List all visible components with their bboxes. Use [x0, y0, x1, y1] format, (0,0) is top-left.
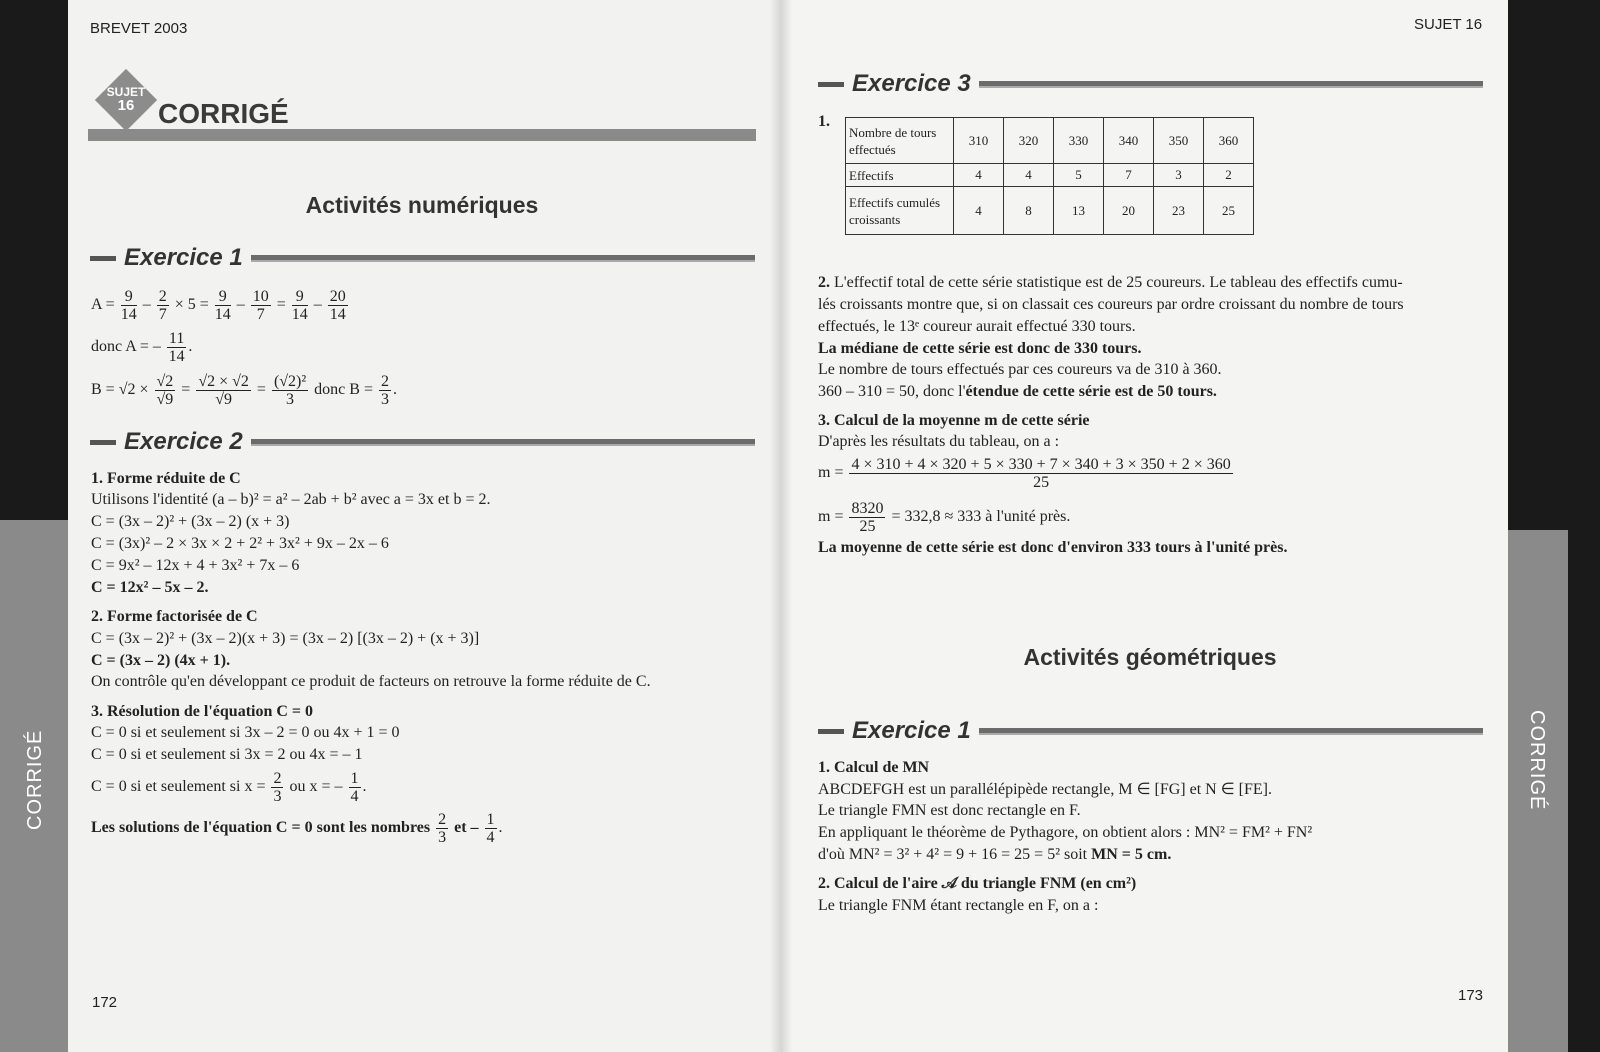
text-run: En appliquant le théorème de Pythagore, on obtient alors : MN² = FM² + FN²: [818, 824, 1313, 841]
fraction: [167, 330, 186, 365]
row-label: Nombre de tours effectués: [846, 118, 954, 164]
exercise-heading: Exercice 2: [90, 428, 755, 456]
text-run: .: [392, 381, 397, 399]
bold-run: et –: [450, 819, 483, 837]
numerator: 8320: [851, 500, 884, 517]
bold-run: 3. Résolution de l'équation C = 0: [91, 703, 314, 720]
text-line: [818, 780, 1272, 800]
text-line: [91, 811, 503, 846]
denominator: 25: [859, 518, 876, 535]
text-run: =: [272, 296, 290, 314]
bold-run: C = (3x – 2) (4x + 1).: [91, 652, 231, 669]
text-line: [91, 702, 313, 722]
text-run: =: [252, 381, 270, 399]
denominator: 7: [256, 306, 265, 323]
denominator: 14: [120, 306, 137, 323]
fraction: [485, 811, 497, 846]
bold-run: La médiane de cette série est donc de 330 tours.: [818, 340, 1142, 357]
text-run: –: [309, 296, 326, 314]
bold-run: MN = 5 cm.: [1091, 846, 1172, 863]
table-row: [846, 164, 1254, 187]
text-line: [91, 469, 241, 489]
fraction: [849, 500, 885, 535]
bold-run: Les solutions de l'équation C = 0 sont les nombres: [91, 819, 435, 837]
numerator: 11: [168, 330, 185, 347]
text-run: donc A = –: [91, 338, 165, 356]
title-bar: [88, 129, 756, 141]
table-cell: 4: [954, 187, 1004, 235]
bold-run: étendue de cette série est de 50 tours.: [965, 383, 1217, 400]
table-cell: 360: [1204, 118, 1254, 164]
running-header-right: SUJET 16: [1414, 16, 1483, 33]
text-run: lés croissants montre que, si on classait ces coureurs par ordre croissant du nombre de tours: [818, 296, 1404, 313]
bold-run: 3. Calcul de la moyenne m de cette série: [818, 412, 1090, 429]
text-line: [91, 490, 491, 510]
bold-run: 2.: [818, 274, 830, 291]
text-line: [91, 672, 651, 692]
text-run: m =: [818, 464, 848, 482]
denominator: 3: [438, 829, 447, 846]
numerator: 2: [438, 811, 447, 828]
table-row: [846, 118, 1254, 164]
text-run: C = 0 si et seulement si x =: [91, 778, 270, 796]
text-line: [818, 874, 1136, 894]
text-run: C = (3x)² – 2 × 3x × 2 + 2² + 3x² + 9x – 2x – 6: [91, 535, 389, 552]
numerator: 20: [329, 288, 346, 305]
row-label: Effectifs: [846, 164, 954, 187]
numerator: 1: [486, 811, 495, 828]
numerator: 2: [273, 770, 282, 787]
text-run: –: [232, 296, 249, 314]
bold-run: La moyenne de cette série est donc d'environ 333 tours à l'unité près.: [818, 539, 1288, 556]
text-run: D'après les résultats du tableau, on a :: [818, 433, 1060, 450]
table-cell: 310: [954, 118, 1004, 164]
text-line: [818, 360, 1222, 380]
text-line: [91, 607, 258, 627]
text-run: 360 – 310 = 50, donc l': [818, 383, 966, 400]
text-line: [818, 295, 1404, 315]
text-line: [818, 538, 1287, 558]
numerator: (√2)²: [273, 373, 307, 390]
denominator: 14: [329, 306, 346, 323]
text-run: × 5 =: [170, 296, 213, 314]
text-run: .: [188, 338, 193, 356]
running-header-left: BREVET 2003: [90, 20, 188, 37]
denominator: √9: [215, 391, 232, 408]
text-line: [91, 556, 299, 576]
page-number-right: 173: [1458, 987, 1484, 1004]
page-number-left: 172: [92, 994, 118, 1011]
row-label: Effectifs cumulés croissants: [846, 187, 954, 235]
table-cell: 3: [1154, 164, 1204, 187]
text-line: [91, 651, 230, 671]
math-line: [91, 288, 350, 323]
numerator: 9: [121, 288, 137, 306]
table-row: [846, 187, 1254, 235]
math-line: [91, 330, 192, 365]
sujet-badge-text: SUJET 16: [106, 85, 146, 114]
exercise-heading: Exercice 1: [818, 717, 1483, 745]
fraction: [157, 288, 169, 323]
denominator: 3: [273, 788, 282, 805]
text-run: ABCDEFGH est un parallélépipède rectangle, M ∈ [FG] et N ∈ [FE].: [818, 781, 1272, 798]
text-run: Le nombre de tours effectués par ces coureurs va de 310 à 360.: [818, 361, 1222, 378]
text-run: Le triangle FNM étant rectangle en F, on a :: [818, 897, 1099, 914]
bold-run: 2. Forme factorisée de C: [91, 608, 258, 625]
section-title-numeric: Activités numériques: [305, 192, 539, 218]
side-tab-right: CORRIGÉ: [1508, 530, 1568, 1052]
text-line: [818, 896, 1098, 916]
text-run: ou x = –: [285, 778, 347, 796]
text-run: On contrôle qu'en développant ce produit de facteurs on retrouve la forme réduite de C.: [91, 673, 651, 690]
text-run: C = 9x² – 12x + 4 + 3x² + 7x – 6: [91, 557, 300, 574]
exercise-heading: Exercice 1: [90, 244, 755, 272]
text-line: [818, 823, 1312, 843]
numerator: 9: [292, 288, 308, 306]
bold-run: 2. Calcul de l'aire 𝒜 du triangle FNM (en cm²): [818, 875, 1137, 892]
table-cell: 320: [1004, 118, 1054, 164]
text-line: [91, 745, 363, 765]
text-run: C = (3x – 2)² + (3x – 2) (x + 3): [91, 513, 290, 530]
fraction: [215, 288, 231, 323]
table-cell: 8: [1004, 187, 1054, 235]
text-line: [818, 273, 1403, 293]
text-run: –: [138, 296, 155, 314]
text-line: [91, 770, 367, 805]
denominator: 14: [291, 306, 308, 323]
text-line: [91, 578, 208, 598]
text-run: m =: [818, 508, 848, 526]
text-run: .: [498, 819, 503, 837]
statistics-table: [845, 117, 1254, 235]
numerator: 2: [380, 373, 389, 390]
text-run: C = 0 si et seulement si 3x – 2 = 0 ou 4x + 1 = 0: [91, 724, 400, 741]
text-run: Le triangle FMN est donc rectangle en F.: [818, 802, 1081, 819]
numerator: 9: [215, 288, 231, 306]
text-line: [818, 382, 1217, 402]
bold-run: 1. Calcul de MN: [818, 759, 930, 776]
denominator: 7: [158, 306, 167, 323]
text-line: [91, 723, 400, 743]
text-run: L'effectif total de cette série statistique est de 25 coureurs. Le tableau des effectifs cumu-: [830, 274, 1403, 291]
table-cell: 23: [1154, 187, 1204, 235]
numerator: √2 × √2: [198, 373, 249, 390]
fraction: [271, 770, 283, 805]
table-cell: 330: [1054, 118, 1104, 164]
table-cell: 20: [1104, 187, 1154, 235]
table-cell: 25: [1204, 187, 1254, 235]
book-gutter: [770, 0, 792, 1052]
text-run: d'où MN² = 3² + 4² = 9 + 16 = 25 = 5² soit: [818, 846, 1092, 863]
text-run: donc B =: [310, 381, 377, 399]
table-cell: 13: [1054, 187, 1104, 235]
text-line: [91, 534, 389, 554]
text-run: A =: [91, 296, 119, 314]
table-cell: 4: [1004, 164, 1054, 187]
fraction: [436, 811, 448, 846]
fraction: [196, 373, 251, 408]
text-line: [818, 432, 1059, 452]
fraction: [328, 288, 348, 323]
fraction: [272, 373, 308, 408]
text-line: [91, 512, 290, 532]
section-title-geometric: Activités géométriques: [1023, 644, 1277, 670]
text-run: effectués, le 13ᵉ coureur aurait effectué 330 tours.: [818, 318, 1136, 335]
bold-run: 1. Forme réduite de C: [91, 470, 241, 487]
text-line: [818, 845, 1171, 865]
fraction: [849, 456, 1232, 491]
table-cell: 350: [1154, 118, 1204, 164]
numerator: 4 × 310 + 4 × 320 + 5 × 330 + 7 × 340 + 3 × 350 + 2 × 360: [851, 456, 1231, 473]
denominator: √9: [156, 391, 174, 408]
side-tab-left: CORRIGÉ: [0, 520, 68, 1052]
text-line: [818, 317, 1136, 337]
denominator: 14: [168, 348, 185, 365]
table-cell: 4: [954, 164, 1004, 187]
fraction: [379, 373, 391, 408]
text-line: [818, 801, 1081, 821]
numerator: 1: [350, 770, 359, 787]
text-line: [818, 411, 1089, 431]
fraction: [251, 288, 271, 323]
question-number: 1.: [818, 113, 830, 130]
corrige-title: CORRIGÉ: [158, 98, 289, 129]
denominator: 4: [350, 788, 359, 805]
text-run: C = 0 si et seulement si 3x = 2 ou 4x = – 1: [91, 746, 363, 763]
text-run: Utilisons l'identité (a – b)² = a² – 2ab + b² avec a = 3x et b = 2.: [91, 491, 491, 508]
fraction: [349, 770, 361, 805]
numerator: 2: [158, 288, 167, 305]
denominator: 4: [486, 829, 495, 846]
denominator: 3: [286, 391, 295, 408]
text-run: .: [362, 778, 367, 796]
text-line: [818, 500, 1070, 535]
denominator: 14: [214, 306, 231, 323]
text-run: C = (3x – 2)² + (3x – 2)(x + 3) = (3x – 2) [(3x – 2) + (x + 3)]: [91, 630, 480, 647]
text-line: [91, 629, 479, 649]
math-line: [91, 373, 397, 408]
numerator: √2: [156, 373, 174, 390]
table-cell: 340: [1104, 118, 1154, 164]
fraction: [292, 288, 308, 323]
text-run: =: [177, 381, 195, 399]
text-run: B = √2 ×: [91, 381, 153, 399]
bold-run: C = 12x² – 5x – 2.: [91, 579, 209, 596]
table-cell: 5: [1054, 164, 1104, 187]
table-cell: 7: [1104, 164, 1154, 187]
text-line: [818, 456, 1235, 491]
table-cell: 2: [1204, 164, 1254, 187]
text-line: [818, 339, 1142, 359]
exercise-heading: Exercice 3: [818, 70, 1483, 98]
denominator: 25: [1033, 474, 1050, 491]
fraction: [121, 288, 137, 323]
numerator: 10: [252, 288, 269, 305]
text-run: = 332,8 ≈ 333 à l'unité près.: [887, 508, 1071, 526]
denominator: 3: [380, 391, 389, 408]
fraction: [155, 373, 176, 408]
text-line: [818, 758, 929, 778]
